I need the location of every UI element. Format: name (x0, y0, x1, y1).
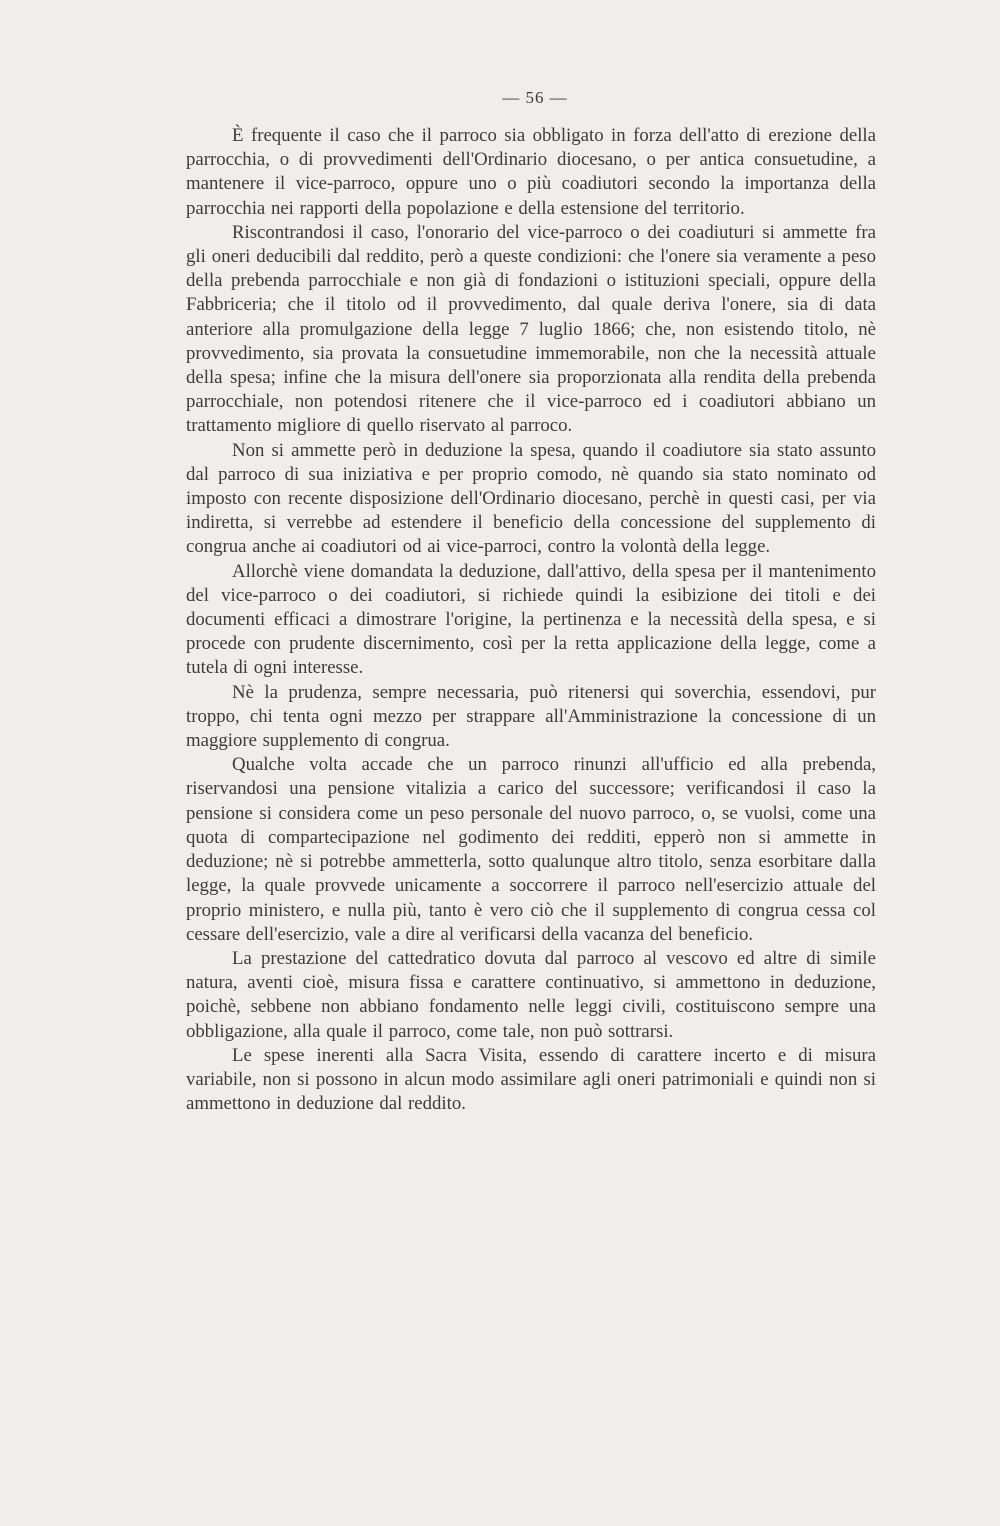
paragraph-4: Allorchè viene domandata la deduzione, dall'attivo, della spesa per il mantenimento del vice-parroco o dei coadiutori, si richiede quindi la esibizione dei titoli e dei documenti efficaci a dimostrare l'origine, la pertinenza e la necessità della spesa, e si procede con prudente discernimento, così per la retta applicazione della legge, come a tutela di ogni interesse. (186, 560, 876, 679)
paragraph-3: Non si ammette però in deduzione la spesa, quando il coadiutore sia stato assunto dal parroco di sua iniziativa e per proprio comodo, nè quando sia stato nominato od imposto con recente disposizione dell'Ordinario diocesano, perchè in questi casi, per via indiretta, si verrebbe ad estendere il beneficio della concessione del supplemento di congrua anche ai coadiutori od ai vice-parroci, contro la volontà della legge. (186, 439, 876, 558)
page-number: — 56 — (502, 88, 568, 107)
paragraph-5: Nè la prudenza, sempre necessaria, può ritenersi qui soverchia, essendovi, pur troppo, chi tenta ogni mezzo per strappare all'Amministrazione la concessione di un maggiore supplemento di congrua. (186, 681, 876, 752)
paragraph-8: Le spese inerenti alla Sacra Visita, essendo di carattere incerto e di misura variabile, non si possono in alcun modo assimilare agli oneri patrimoniali e quindi non si ammettono in deduzione dal reddito. (186, 1044, 876, 1115)
paragraph-1: È frequente il caso che il parroco sia obbligato in forza dell'atto di erezione della parrocchia, o di provvedimenti dell'Ordinario diocesano, o per antica consuetudine, a mantenere il vice-parroco, oppure uno o più coadiutori secondo la importanza della parrocchia nei rapporti della popolazione e della estensione del territorio. (186, 125, 876, 219)
paragraph-7: La prestazione del cattedratico dovuta dal parroco al vescovo ed altre di simile natura, aventi cioè, misura fissa e carattere continuativo, si ammettono in deduzione, poichè, sebbene non abbiano fondamento nelle leggi civili, costituiscono sempre una obbligazione, alla quale il parroco, come tale, non può sottrarsi. (186, 947, 876, 1042)
paragraph-2: Riscontrandosi il caso, l'onorario del vice-parroco o dei coadiuturi si ammette fra gli oneri deducibili dal reddito, però a queste condizioni: che l'onere sia veramente a peso della prebenda parrocchiale e non già di fondazioni o istituzioni speciali, oppure della Fabbriceria; che il titolo od il provvedimento, dal quale deriva l'onere, sia di data anteriore alla promulgazione della legge 7 luglio 1866; che, non esistendo titolo, nè provvedimento, sia provata la consuetudine immemorabile, non che la necessità attuale della spesa; infine che la misura dell'onere sia proporzionata alla rendita della prebenda parrocchiale, non potendosi ritenere che il vice-parroco ed i coadiutori abbiano un trattamento migliore di quello riservato al parroco. (186, 221, 876, 437)
body-text (186, 124, 876, 1116)
paragraph-6: Qualche volta accade che un parroco rinunzi all'ufficio ed alla prebenda, riservandosi una pensione vitalizia a carico del successore; verificandosi il caso la pensione si considera come un peso personale del nuovo parroco, o, se vuolsi, come una quota di compartecipazione nel godimento dei redditi, epperò non si ammette in deduzione; nè si potrebbe ammetterla, sotto qualunque altro titolo, senza esorbitare dalla legge, la quale provvede unicamente a soccorrere il parroco nell'esercizio attuale del proprio ministero, e nulla più, tanto è vero ciò che il supplemento di congrua cessa col cessare dell'esercizio, vale a dire al verificarsi della vacanza del beneficio. (186, 754, 876, 945)
